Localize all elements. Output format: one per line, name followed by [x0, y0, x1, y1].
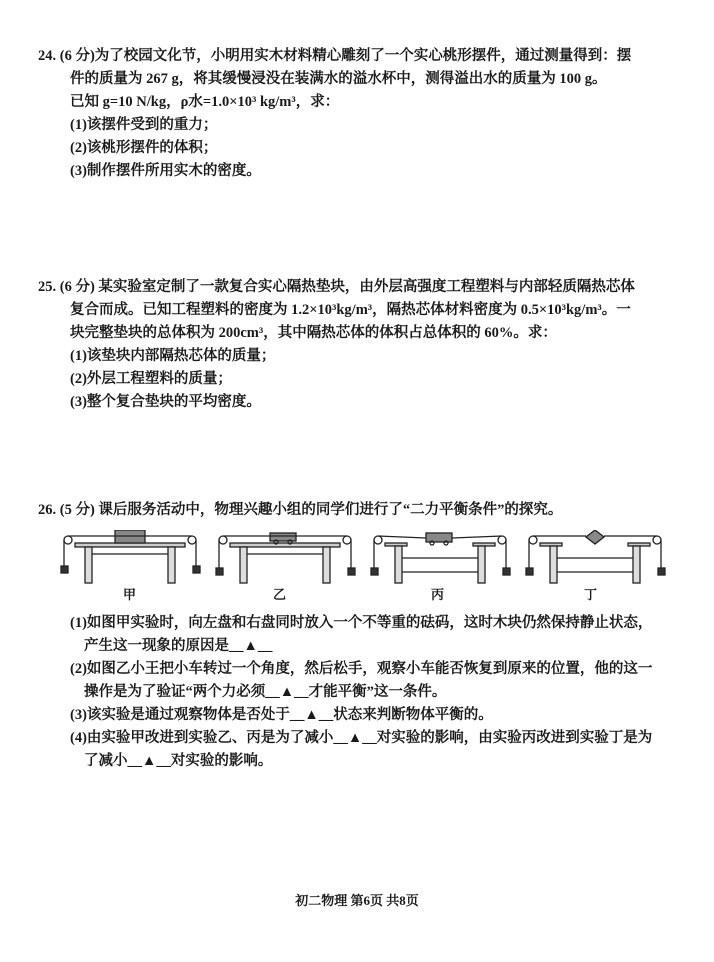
q26-subquestion: (1)如图甲实验时，向左盘和右盘同时放入一个不等重的砝码，这时木块仍然保持静止状态， — [70, 615, 653, 631]
experiment-figures — [55, 530, 675, 585]
q26-subquestion: (2)如图乙小王把小车转过一个角度，然后松手，观察小车能否恢复到原来的位置，他的这一 — [70, 661, 653, 677]
q24-subquestion: (3)制作摆件所用实木的密度。 — [70, 163, 261, 179]
page-footer: 初二物理 第6页 共8页 — [295, 893, 419, 908]
q24-line: 已知 g=10 N/kg，ρ水=1.0×10³ kg/m³，求： — [70, 94, 340, 110]
figure-jia-apparatus — [61, 530, 200, 583]
q24-line: 件的质量为 267 g，将其缓慢浸没在装满水的溢水杯中，测得溢出水的质量为 100 g。 — [70, 71, 607, 87]
figure-label-bing: 丙 — [431, 587, 445, 602]
q24-line: 24. (6 分)为了校园文化节，小明用实木材料精心雕刻了一个实心桃形摆件，通过测量得到：摆 — [38, 48, 632, 64]
q25-subquestion: (2)外层工程塑料的质量； — [70, 371, 232, 387]
figure-label-ding: 丁 — [584, 587, 598, 602]
q25-line: 25. (6 分) 某实验室定制了一款复合实心隔热垫块，由外层高强度工程塑料与内部轻质隔热芯体 — [38, 279, 635, 295]
q25-line: 块完整垫块的总体积为 200cm³，其中隔热芯体的体积占总体积的 60%。求： — [70, 325, 557, 341]
figure-label-yi: 乙 — [273, 587, 287, 602]
q26-title: 26. (5 分) 课后服务活动中，物理兴趣小组的同学们进行了“二力平衡条件”的探究。 — [38, 502, 563, 518]
figure-yi-apparatus — [216, 533, 355, 583]
q26-line: 了减小__▲__对实验的影响。 — [84, 753, 273, 769]
q26-subquestion: (3)该实验是通过观察物体是否处于__▲__状态来判断物体平衡的。 — [70, 707, 493, 723]
q24-subquestion: (1)该摆件受到的重力； — [70, 117, 218, 133]
q25-subquestion: (3)整个复合垫块的平均密度。 — [70, 394, 261, 410]
figure-label-jia: 甲 — [123, 587, 137, 602]
q24-subquestion: (2)该桃形摆件的体积； — [70, 140, 218, 156]
figure-ding-apparatus — [526, 530, 665, 583]
q25-subquestion: (1)该垫块内部隔热芯体的质量； — [70, 348, 276, 364]
q26-line: 产生这一现象的原因是__▲__ — [84, 638, 273, 654]
q26-line: 操作是为了验证“两个力必须__▲__才能平衡”这一条件。 — [84, 684, 447, 700]
figure-bing-apparatus — [371, 533, 510, 583]
q25-line: 复合而成。已知工程塑料的密度为 1.2×10³kg/m³，隔热芯体材料密度为 0.5×10³kg/m³。一 — [70, 302, 631, 318]
q26-subquestion: (4)由实验甲改进到实验乙、丙是为了减小__▲__对实验的影响，由实验丙改进到实验丁是为 — [70, 730, 653, 746]
